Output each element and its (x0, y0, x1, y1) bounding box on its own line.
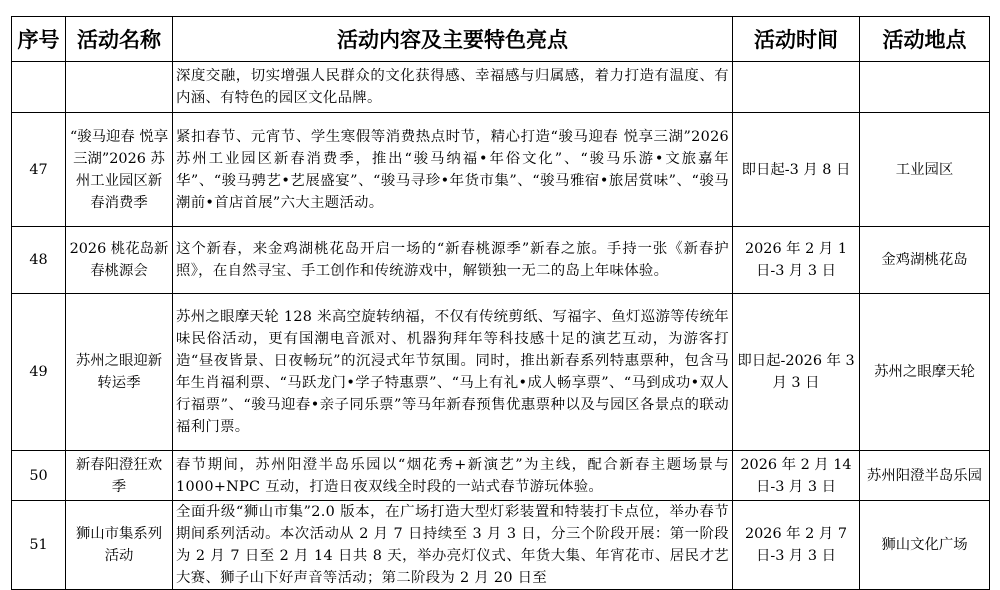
cell-place: 工业园区 (860, 113, 990, 227)
header-name: 活动名称 (66, 17, 173, 62)
cell-name (66, 62, 173, 113)
cell-time: 2026 年 2 月 14 日-3 月 3 日 (733, 451, 860, 501)
header-time: 活动时间 (733, 17, 860, 62)
cell-place (860, 62, 990, 113)
cell-name: 狮山市集系列活动 (66, 501, 173, 590)
cell-content: 紧扣春节、元宵节、学生寒假等消费热点时节，精心打造“骏马迎春 悦享三湖”2026 苏州工业园区新春消费季，推出“骏马纳福•年俗文化”、“骏马乐游•文旅嘉年华”、“骏马骋艺•艺展盛宴”、“骏马寻珍•年货市集”、“骏马雅宿•旅居赏味”、“骏马潮前•首店首展”六大主题活动。 (173, 113, 733, 227)
table-row (12, 451, 990, 501)
cell-no: 47 (12, 113, 66, 227)
cell-name: 2026 桃花岛新春桃源会 (66, 227, 173, 294)
header-place: 活动地点 (860, 17, 990, 62)
cell-content: 春节期间，苏州阳澄半岛乐园以“烟花秀+新演艺”为主线，配合新春主题场景与 1000+NPC 互动，打造日夜双线全时段的一站式春节游玩体验。 (173, 451, 733, 501)
cell-time: 2026 年 2 月 1 日-3 月 3 日 (733, 227, 860, 294)
cell-time: 即日起-2026 年 3 月 3 日 (733, 294, 860, 451)
cell-no: 50 (12, 451, 66, 501)
cell-time: 2026 年 2 月 7 日-3 月 3 日 (733, 501, 860, 590)
cell-time (733, 62, 860, 113)
cell-no: 49 (12, 294, 66, 451)
cell-content: 深度交融，切实增强人民群众的文化获得感、幸福感与归属感，着力打造有温度、有内涵、有特色的园区文化品牌。 (173, 62, 733, 113)
table-row (12, 227, 990, 294)
cell-name: “骏马迎春 悦享三湖”2026 苏州工业园区新春消费季 (66, 113, 173, 227)
cell-no (12, 62, 66, 113)
activity-table (11, 16, 990, 590)
header-content: 活动内容及主要特色亮点 (173, 17, 733, 62)
cell-time: 即日起-3 月 8 日 (733, 113, 860, 227)
cell-content: 苏州之眼摩天轮 128 米高空旋转纳福，不仅有传统剪纸、写福字、鱼灯巡游等传统年味民俗活动，更有国潮电音派对、机器狗拜年等科技感十足的演艺互动，为游客打造“昼夜皆景、日夜畅玩”的沉浸式年节氛围。同时，推出新春系列特惠票种，包含马年生肖福利票、“马跃龙门•学子特惠票”、“马上有礼•成人畅享票”、“马到成功•双人行福票”、“骏马迎春•亲子同乐票”等马年新春预售优惠票种以及与园区各景点的联动福利门票。 (173, 294, 733, 451)
table-header-row (12, 17, 990, 62)
cell-place: 苏州之眼摩天轮 (860, 294, 990, 451)
cell-place: 狮山文化广场 (860, 501, 990, 590)
table-row (12, 501, 990, 590)
cell-no: 51 (12, 501, 66, 590)
cell-name: 新春阳澄狂欢季 (66, 451, 173, 501)
cell-place: 金鸡湖桃花岛 (860, 227, 990, 294)
cell-place: 苏州阳澄半岛乐园 (860, 451, 990, 501)
table-row (12, 113, 990, 227)
cell-content: 这个新春，来金鸡湖桃花岛开启一场的“新春桃源季”新春之旅。手持一张《新春护照》，在自然寻宝、手工创作和传统游戏中，解锁独一无二的岛上年味体验。 (173, 227, 733, 294)
table-row (12, 294, 990, 451)
cell-no: 48 (12, 227, 66, 294)
cell-content: 全面升级“狮山市集”2.0 版本，在广场打造大型灯彩装置和特装打卡点位，举办春节期间系列活动。本次活动从 2 月 7 日持续至 3 月 3 日，分三个阶段开展：第一阶段为 2 月 7 日至 2 月 14 日共 8 天，举办亮灯仪式、年货大集、年宵花市、居民才艺大赛、狮子山下好声音等活动；第二阶段为 2 月 20 日至 (173, 501, 733, 590)
header-no: 序号 (12, 17, 66, 62)
cell-name: 苏州之眼迎新转运季 (66, 294, 173, 451)
table-row (12, 62, 990, 113)
